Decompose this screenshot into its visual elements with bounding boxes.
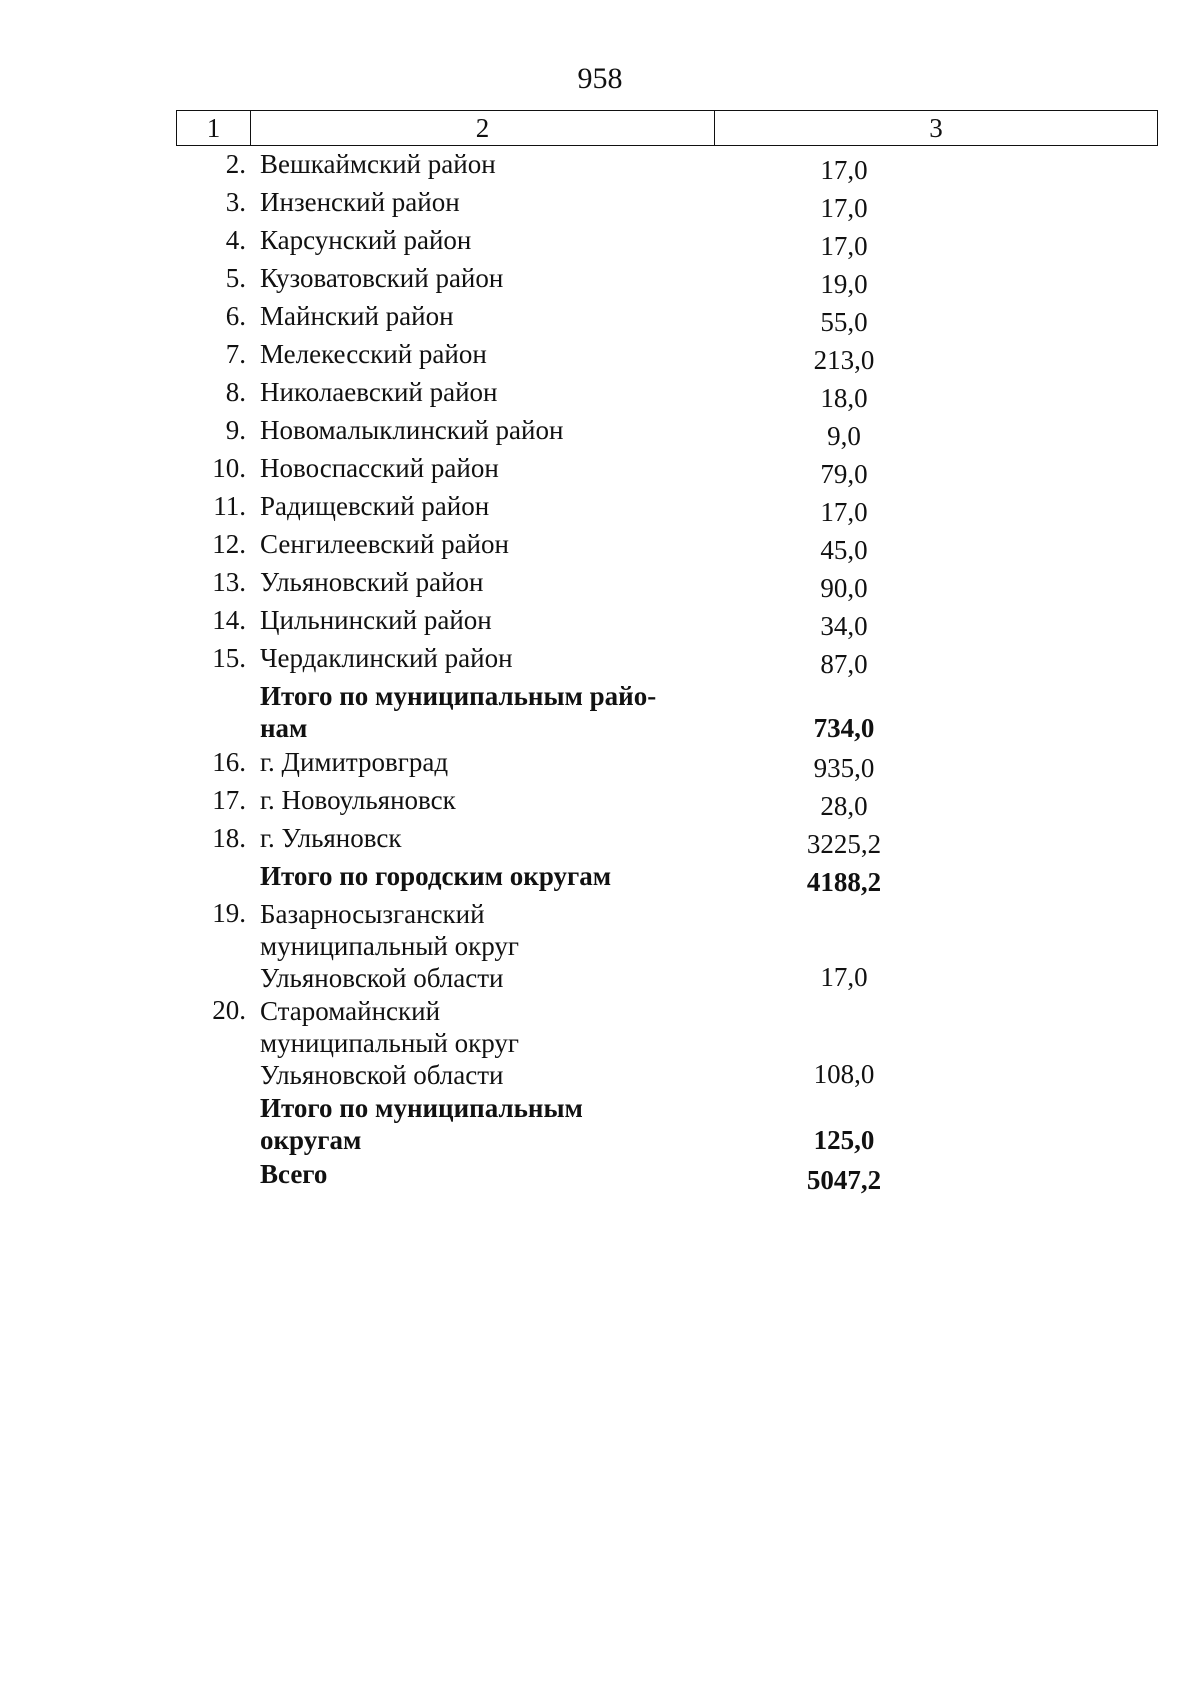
- row-value: 18,0: [820, 383, 868, 413]
- table-row: [176, 995, 1158, 1092]
- header-col-1: 1: [177, 111, 251, 145]
- row-value: 108,0: [813, 1059, 875, 1089]
- row-name: Карсунский район: [260, 225, 472, 255]
- row-value: 9,0: [827, 421, 861, 451]
- total-cities-value: 4188,2: [806, 867, 882, 897]
- row-name: Инзенский район: [260, 187, 460, 217]
- table-row: [176, 452, 1158, 490]
- total-districts-row: [176, 680, 1158, 746]
- total-districts-value: 734,0: [813, 713, 875, 743]
- row-name-line3: Ульяновской области: [260, 1060, 504, 1090]
- table-row: [176, 148, 1158, 186]
- row-name: г. Новоульяновск: [260, 785, 456, 815]
- row-value: 45,0: [820, 535, 868, 565]
- row-name: Чердаклинский район: [260, 643, 513, 673]
- table-row: [176, 566, 1158, 604]
- row-value: 55,0: [820, 307, 868, 337]
- row-name: Вешкаймский район: [260, 149, 496, 179]
- row-value: 34,0: [820, 611, 868, 641]
- row-number: 13.: [212, 567, 246, 597]
- row-name: Новомалыклинский район: [260, 415, 564, 445]
- row-value: 19,0: [820, 269, 868, 299]
- row-number: 17.: [212, 785, 246, 815]
- row-value: 17,0: [820, 193, 868, 223]
- table-row: [176, 490, 1158, 528]
- row-number: 20.: [212, 995, 246, 1025]
- row-value: 17,0: [820, 962, 868, 992]
- row-number: 19.: [212, 898, 246, 928]
- row-number: 18.: [212, 823, 246, 853]
- row-number: 7.: [225, 339, 246, 369]
- row-number: 11.: [213, 491, 246, 521]
- row-number: 16.: [212, 747, 246, 777]
- grand-total-label: Всего: [260, 1159, 328, 1189]
- total-okrugs-label-line2: округам: [260, 1125, 362, 1155]
- row-number: 8.: [225, 377, 246, 407]
- row-number: 6.: [225, 301, 246, 331]
- row-name-line1: Старомайнский: [260, 996, 441, 1026]
- table-row: [176, 604, 1158, 642]
- row-number: 10.: [212, 453, 246, 483]
- row-value: 3225,2: [806, 829, 882, 859]
- row-value: 87,0: [820, 649, 868, 679]
- row-name: Майнский район: [260, 301, 454, 331]
- table-row: [176, 300, 1158, 338]
- table-row: [176, 898, 1158, 995]
- row-name-line2: муниципальный округ: [260, 931, 519, 961]
- row-value: 17,0: [820, 231, 868, 261]
- row-name-line1: Базарносызганский: [260, 899, 485, 929]
- table-row: [176, 528, 1158, 566]
- row-number: 12.: [212, 529, 246, 559]
- row-name: г. Димитровград: [260, 747, 449, 777]
- total-cities-row: [176, 860, 1158, 898]
- row-value: 935,0: [813, 753, 875, 783]
- row-value: 28,0: [820, 791, 868, 821]
- row-name: Николаевский район: [260, 377, 498, 407]
- row-value: 79,0: [820, 459, 868, 489]
- row-name: Сенгилеевский район: [260, 529, 509, 559]
- table-row: [176, 822, 1158, 860]
- table-row: [176, 784, 1158, 822]
- table-body: [176, 148, 1158, 1196]
- table-header: [176, 110, 1158, 146]
- row-name: Кузоватовский район: [260, 263, 504, 293]
- row-number: 5.: [225, 263, 246, 293]
- header-col-3: 3: [929, 113, 943, 143]
- table-row: [176, 186, 1158, 224]
- total-districts-label-line1: Итого по муниципальным райо-: [260, 681, 657, 711]
- row-number: 2.: [225, 149, 246, 179]
- grand-total-row: [176, 1158, 1158, 1196]
- table-row: [176, 414, 1158, 452]
- row-name: Цильнинский район: [260, 605, 492, 635]
- row-name: Ульяновский район: [260, 567, 484, 597]
- row-value: 213,0: [813, 345, 875, 375]
- total-okrugs-row: [176, 1092, 1158, 1158]
- table-row: [176, 224, 1158, 262]
- total-okrugs-label-line1: Итого по муниципальным: [260, 1093, 583, 1123]
- row-name: Радищевский район: [260, 491, 490, 521]
- row-number: 15.: [212, 643, 246, 673]
- total-okrugs-value: 125,0: [813, 1125, 875, 1155]
- table-row: [176, 642, 1158, 680]
- row-name: Новоспасский район: [260, 453, 499, 483]
- table-row: [176, 376, 1158, 414]
- row-value: 17,0: [820, 155, 868, 185]
- row-number: 4.: [225, 225, 246, 255]
- header-col-2: 2: [251, 111, 715, 145]
- table-row: [176, 262, 1158, 300]
- total-cities-label: Итого по городским округам: [260, 861, 612, 891]
- row-name: г. Ульяновск: [260, 823, 402, 853]
- table-row: [176, 746, 1158, 784]
- row-name-line3: Ульяновской области: [260, 963, 504, 993]
- row-name-line2: муниципальный округ: [260, 1028, 519, 1058]
- row-number: 9.: [225, 415, 246, 445]
- row-value: 90,0: [820, 573, 868, 603]
- grand-total-value: 5047,2: [806, 1165, 882, 1195]
- row-number: 14.: [212, 605, 246, 635]
- table-row: [176, 338, 1158, 376]
- row-number: 3.: [225, 187, 246, 217]
- row-name: Мелекесский район: [260, 339, 487, 369]
- page-number: 958: [577, 62, 623, 95]
- total-districts-label-line2: нам: [260, 713, 308, 743]
- row-value: 17,0: [820, 497, 868, 527]
